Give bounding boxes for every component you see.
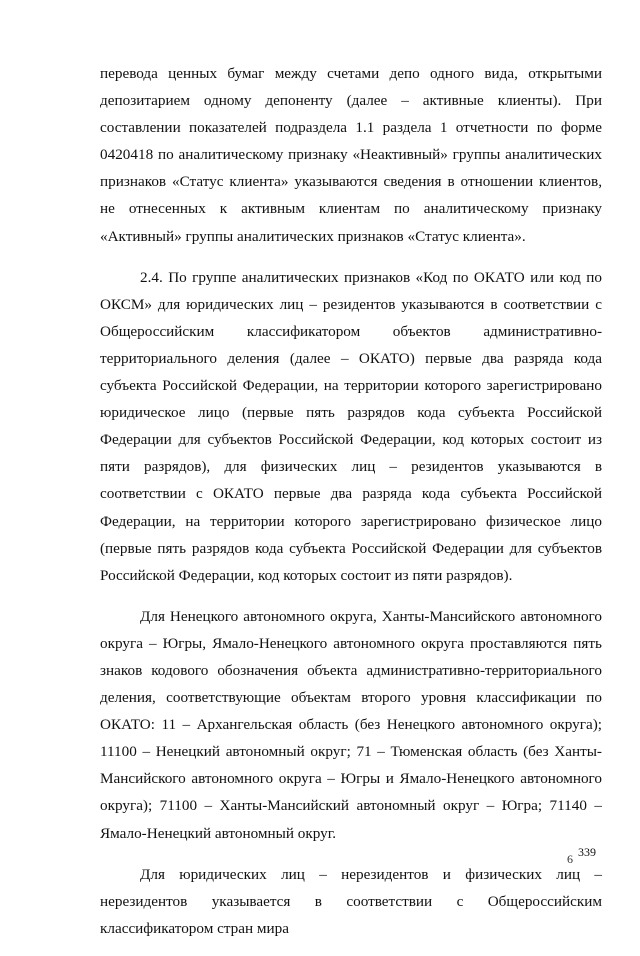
paragraph-nonresidents: Для юридических лиц – нерезидентов и физических лиц – нерезидентов указывается в соответствии с Общероссийским классификатором стран мира	[100, 865, 602, 937]
document-body	[100, 60, 602, 956]
paragraph-continuation: перевода ценных бумаг между счетами депо одного вида, открытыми депозитарием одному депоненту (далее – активные клиенты). При составлении показателей подраздела 1.1 раздела 1 отчетности по форме 0420418 по аналитическому признаку «Неактивный» группы аналитических признаков «Статус клиента» указываются сведения в отношении клиентов, не отнесенных к активным клиентам по аналитическому признаку «Активный» группы аналитических признаков «Статус клиента».	[100, 65, 602, 245]
page-mark: 6	[567, 852, 573, 866]
page-number: 339	[578, 845, 596, 859]
paragraph-section-2-4: 2.4. По группе аналитических признаков «Код по ОКАТО или код по ОКСМ» для юридических лиц – резидентов указываются в соответствии с Общероссийским классификатором объектов административно-территориального деления (далее – ОКАТО) первые два разряда кода субъекта Российской Федерации, на территории которого зарегистрировано юридическое лицо (первые пять разрядов кода субъекта Российской Федерации для субъектов Российской Федерации, код которых состоит из пяти разрядов), для физических лиц – резидентов указываются в соответствии с ОКАТО первые два разряда кода субъекта Российской Федерации, на территории которого зарегистрировано физическое лицо (первые пять разрядов кода субъекта Российской Федерации для субъектов Российской Федерации, код которых состоит из пяти разрядов).	[100, 268, 602, 584]
paragraph-autonomous-okrugs: Для Ненецкого автономного округа, Ханты-Мансийского автономного округа – Югры, Ямало-Ненецкого автономного округа проставляются пять знаков кодового обозначения объекта административно-территориального деления, соответствующие объектам второго уровня классификации по ОКАТО: 11 – Архангельская область (без Ненецкого автономного округа); 11100 – Ненецкий автономный округ; 71 – Тюменская область (без Ханты-Мансийского автономного округа – Югры и Ямало-Ненецкого автономного округа); 71100 – Ханты-Мансийский автономный округ – Югра; 71140 – Ямало-Ненецкий автономный округ.	[100, 607, 602, 842]
